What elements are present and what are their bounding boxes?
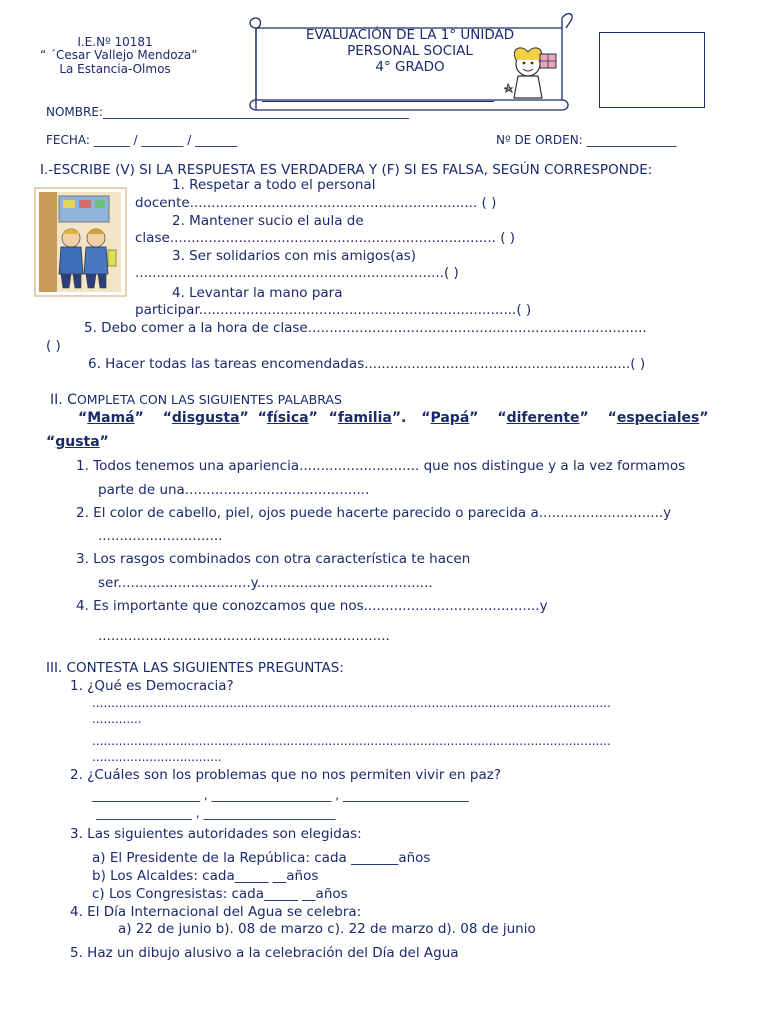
photo-box: [599, 32, 705, 108]
title-line2: PERSONAL SOCIAL: [347, 43, 473, 59]
s3-q3b[interactable]: b) Los Alcaldes: cada_____ __años: [92, 868, 319, 884]
s1-item4a: 4. Levantar la mano para: [172, 285, 343, 301]
s2-q2a[interactable]: 2. El color de cabello, piel, ojos puede hacerte parecido o parecida a.............................y: [76, 505, 672, 521]
s2-q3b[interactable]: ser...............................y.........................................: [98, 575, 433, 591]
school-name-line2: “ ´Cesar Vallejo Mendoza”: [40, 48, 198, 62]
s3-q1-line3[interactable]: ........................................................................................................................................: [92, 734, 611, 748]
word-fisica: física: [266, 410, 309, 426]
word-especiales: especiales: [616, 410, 700, 426]
s3-q4: 4. El Día Internacional del Agua se celebra:: [70, 904, 362, 920]
title-underline: [262, 101, 494, 102]
s3-q5: 5. Haz un dibujo alusivo a la celebración del Día del Agua: [70, 945, 459, 961]
s2-q4b[interactable]: ....................................................................: [98, 628, 390, 644]
s1-item2b[interactable]: clase............................................................................ ( ): [135, 230, 516, 246]
word-papa: Papá: [430, 410, 470, 426]
title-line1: EVALUACIÓN DE LA 1° UNIDAD: [305, 27, 515, 43]
s3-q3a[interactable]: a) El Presidente de la República: cada _______años: [92, 850, 431, 866]
word-mama: Mamá: [87, 410, 135, 426]
s2-q3a: 3. Los rasgos combinados con otra característica te hacen: [76, 551, 471, 567]
s3-q1-line1[interactable]: ........................................................................................................................................: [92, 696, 611, 710]
school-name-line3: La Estancia-Olmos: [59, 62, 171, 76]
s3-q2-line2[interactable]: ________________ , ______________________: [96, 806, 336, 820]
word-gusta: gusta: [55, 434, 100, 450]
word-disgusta: disgusta: [171, 410, 240, 426]
s3-q4-options[interactable]: a) 22 de junio b). 08 de marzo c). 22 de marzo d). 08 de junio: [118, 921, 536, 937]
word-diferente: diferente: [506, 410, 580, 426]
s3-q3: 3. Las siguientes autoridades son elegidas:: [70, 826, 362, 842]
s1-item1b[interactable]: docente................................................................... ( ): [135, 195, 497, 211]
students-illustration: [33, 186, 128, 298]
section2-title: [50, 392, 342, 408]
orden-field[interactable]: Nº DE ORDEN: _______________: [496, 133, 677, 147]
s1-item5b[interactable]: ( ): [46, 338, 61, 354]
section2-title-first: II. C: [50, 392, 77, 408]
clown-illustration: [500, 40, 570, 105]
s2-q4a[interactable]: 4. Es importante que conozcamos que nos.........................................y: [76, 598, 548, 614]
s2-q1a[interactable]: 1. Todos tenemos una apariencia............................ que nos distingue y a la vez formamos: [76, 458, 686, 474]
s1-item3a: 3. Ser solidarios con mis amigos(as): [172, 248, 417, 264]
fecha-field[interactable]: FECHA: ______ / _______ / _______: [46, 133, 238, 147]
s3-q1-line2[interactable]: .............: [92, 712, 142, 726]
word-familia: familia: [337, 410, 392, 426]
s3-q2-line1[interactable]: __________________ , ____________________ , _____________________: [92, 788, 469, 802]
word-bank: “Mamá” “disgusta” “física” “familia”. “Papá” “diferente” “especiales”: [78, 410, 709, 426]
s2-q2b[interactable]: .............................: [98, 528, 223, 544]
nombre-field[interactable]: NOMBRE:___________________________________________________: [46, 105, 409, 119]
s1-item4b[interactable]: participar..........................................................................( ): [135, 302, 532, 318]
s3-q1-line4[interactable]: ..................................: [92, 750, 222, 764]
school-name-line1: I.E.Nº 10181: [77, 35, 153, 49]
s1-item1a: 1. Respetar a todo el personal: [172, 177, 376, 193]
section1-title: I.-ESCRIBE (V) SI LA RESPUESTA ES VERDADERA Y (F) SI ES FALSA, SEGÚN CORRESPONDE:: [40, 162, 653, 178]
word-bank-line2: “gusta”: [46, 434, 109, 450]
title-line3: 4° GRADO: [375, 59, 445, 75]
section2-title-rest: OMPLETA CON LAS SIGUIENTES PALABRAS: [76, 392, 342, 407]
s1-item2a: 2. Mantener sucio el aula de: [172, 213, 364, 229]
s2-q1b[interactable]: parte de una...........................................: [98, 482, 370, 498]
section3-title: III. CONTESTA LAS SIGUIENTES PREGUNTAS:: [46, 660, 344, 676]
s3-q1: 1. ¿Qué es Democracia?: [70, 678, 234, 694]
s3-q3c[interactable]: c) Los Congresistas: cada_____ __años: [92, 886, 348, 902]
s1-item6[interactable]: 6. Hacer todas las tareas encomendadas..............................................................( ): [88, 356, 646, 372]
s1-item5a: 5. Debo comer a la hora de clase...............................................................................: [84, 320, 647, 336]
s1-item3b[interactable]: ........................................................................( ): [135, 265, 459, 281]
s3-q2: 2. ¿Cuáles son los problemas que no nos permiten vivir en paz?: [70, 767, 501, 783]
